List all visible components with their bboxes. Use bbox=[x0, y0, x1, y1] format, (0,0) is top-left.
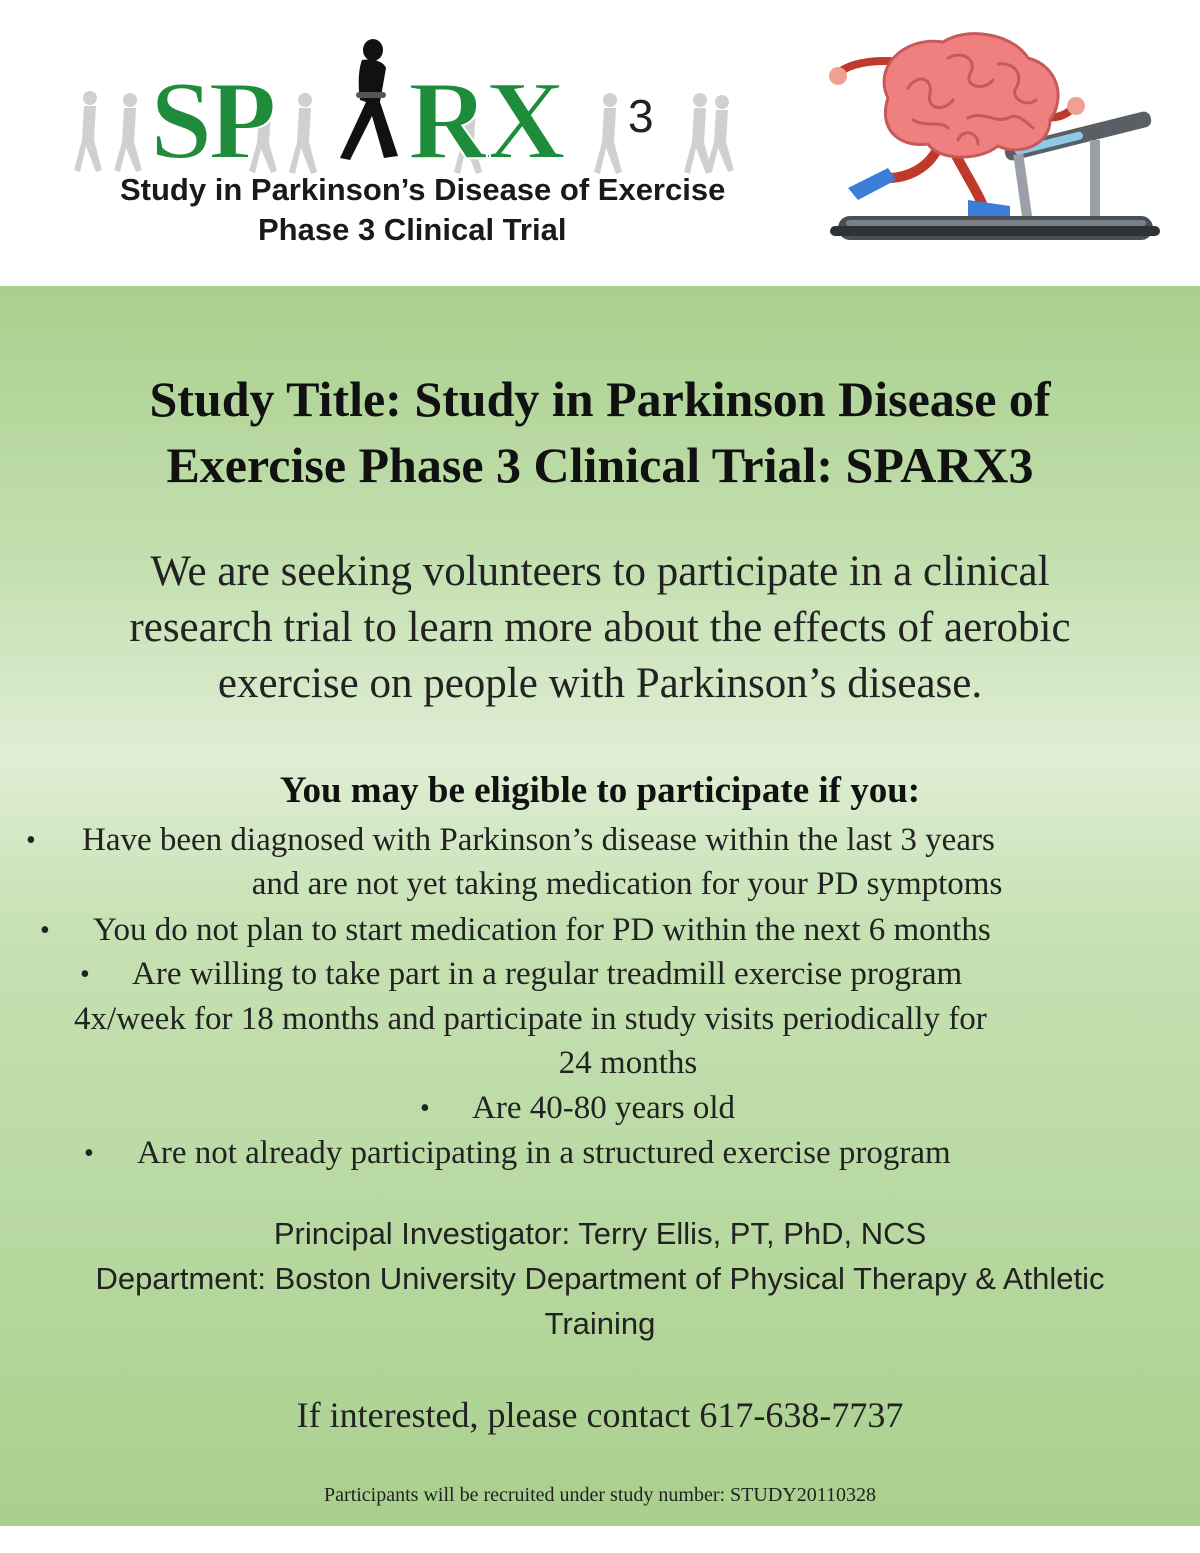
criterion-2: You do not plan to start medication for PD within the next 6 months bbox=[93, 912, 991, 948]
intro-paragraph bbox=[30, 544, 1170, 712]
logo-wordmark-sp: SP bbox=[150, 59, 273, 183]
bullet-icon: • bbox=[80, 959, 90, 990]
logo-wordmark-rx: RX bbox=[408, 59, 562, 183]
study-title-line1: Study Title: Study in Parkinson Disease of bbox=[149, 371, 1051, 427]
intro-line3: exercise on people with Parkinson’s disease. bbox=[217, 660, 983, 707]
department-line2: Training bbox=[544, 1306, 656, 1341]
study-number-footer: Participants will be recruited under study number: STUDY20110328 bbox=[324, 1484, 876, 1506]
logo-subtitle-line2: Phase 3 Clinical Trial bbox=[258, 212, 567, 247]
criterion-5: Are not already participating in a structured exercise program bbox=[137, 1135, 951, 1171]
contact-phone: If interested, please contact 617-638-7737 bbox=[296, 1395, 904, 1435]
logo-subtitle-line1: Study in Parkinson’s Disease of Exercise bbox=[120, 172, 726, 207]
criterion-1-line2: and are not yet taking medication for your PD symptoms bbox=[251, 866, 1003, 902]
intro-line2: research trial to learn more about the effects of aerobic bbox=[129, 604, 1071, 651]
header bbox=[0, 0, 1200, 286]
bullet-icon: • bbox=[40, 915, 50, 946]
study-title bbox=[40, 366, 1160, 498]
criterion-3-line3: 24 months bbox=[558, 1045, 698, 1081]
department-line1: Department: Boston University Department of Physical Therapy & Athletic bbox=[95, 1261, 1105, 1296]
brain-running-on-treadmill-icon bbox=[818, 28, 1163, 253]
logo-superscript: 3 bbox=[628, 90, 654, 142]
eligibility-heading: You may be eligible to participate if you: bbox=[279, 770, 921, 811]
intro-line1: We are seeking volunteers to participate in a clinical bbox=[150, 548, 1050, 595]
principal-investigator: Principal Investigator: Terry Ellis, PT, PhD, NCS bbox=[273, 1216, 927, 1251]
bullet-icon: • bbox=[84, 1138, 94, 1169]
bullet-icon: • bbox=[26, 825, 36, 856]
bullet-icon: • bbox=[420, 1093, 430, 1124]
criterion-3-line2: 4x/week for 18 months and participate in study visits periodically for bbox=[74, 1001, 987, 1037]
sparx3-logo bbox=[40, 30, 760, 260]
criterion-1-line1: Have been diagnosed with Parkinson’s disease within the last 3 years bbox=[82, 822, 995, 858]
walking-person-icon bbox=[340, 39, 398, 160]
study-title-line2: Exercise Phase 3 Clinical Trial: SPARX3 bbox=[166, 437, 1034, 493]
criterion-3-line1: Are willing to take part in a regular treadmill exercise program bbox=[132, 956, 963, 992]
criterion-4: Are 40-80 years old bbox=[472, 1090, 736, 1126]
